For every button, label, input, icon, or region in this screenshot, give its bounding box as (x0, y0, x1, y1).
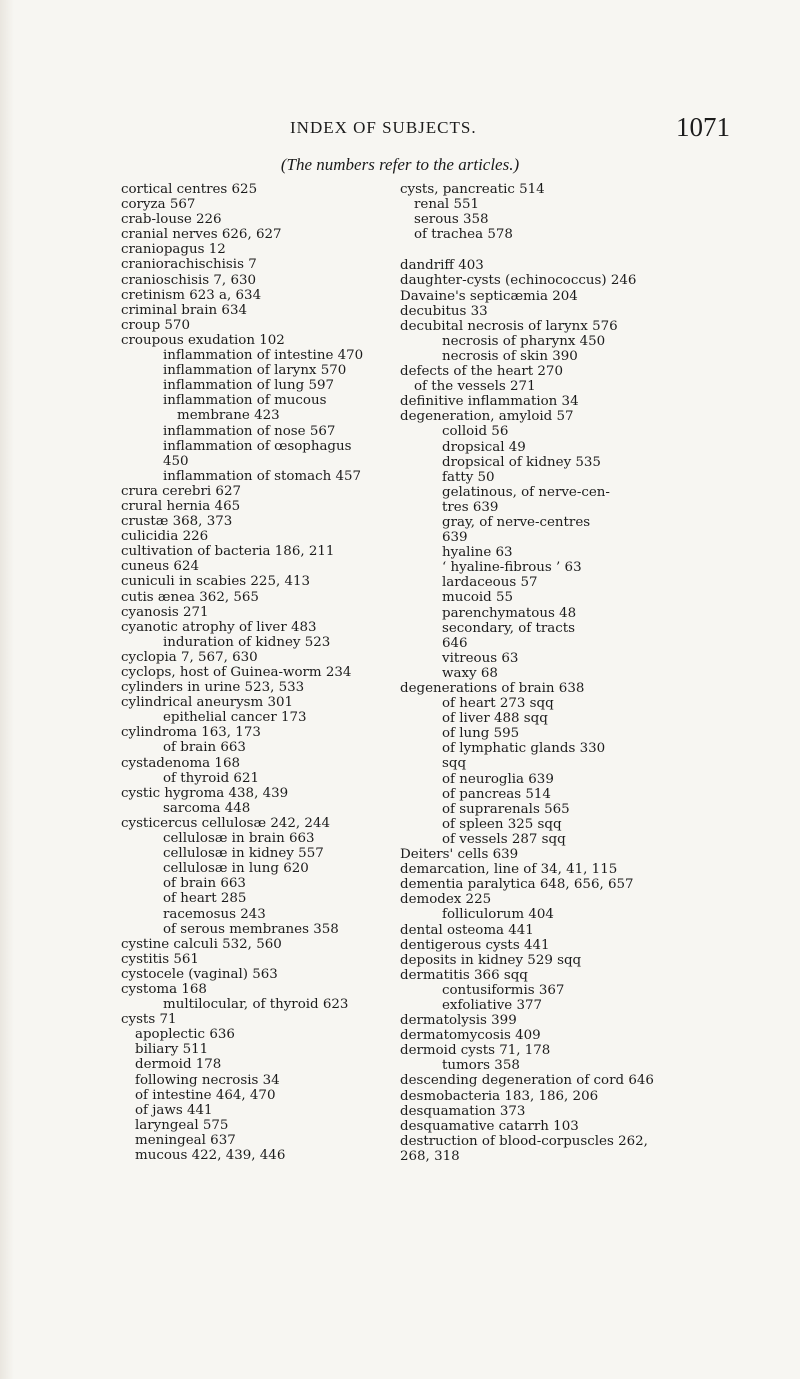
index-entry: cyclopia 7, 567, 630 (121, 649, 258, 665)
page-edge-shadow (0, 0, 14, 1379)
index-entry: cystic hygroma 438, 439 (121, 785, 289, 801)
index-entry: desmobacteria 183, 186, 206 (400, 1088, 599, 1104)
index-subentry: of brain 663 (163, 740, 246, 756)
index-entry: dentigerous cysts 441 (400, 937, 550, 953)
index-entry: cuneus 624 (121, 559, 199, 575)
index-subentry: laryngeal 575 (135, 1117, 229, 1133)
index-subentry: dermoid 178 (135, 1057, 222, 1073)
index-subentry: of neuroglia 639 (442, 771, 554, 787)
index-subentry: fatty 50 (442, 469, 495, 485)
index-subentry: 646 (442, 635, 468, 651)
index-entry: dermoid cysts 71, 178 (400, 1043, 551, 1059)
index-gap (400, 242, 745, 258)
index-subentry: following necrosis 34 (135, 1072, 280, 1088)
page-number: 1071 (676, 112, 730, 142)
index-entry: cortical centres 625 (121, 182, 258, 197)
index-subentry: of vessels 287 sqq (442, 831, 566, 847)
index-entry: Davaine's septicæmia 204 (400, 288, 578, 304)
index-entry: dermatomycosis 409 (400, 1028, 541, 1044)
index-entry: crural hernia 465 (121, 498, 241, 514)
index-entry: decubitus 33 (400, 303, 488, 319)
index-entry: destruction of blood-corpuscles 262, (400, 1133, 648, 1149)
index-entry: cylindrical aneurysm 301 (121, 695, 294, 711)
index-entry: crura cerebri 627 (121, 483, 241, 499)
index-entry: cystadenoma 168 (121, 755, 240, 771)
index-entry: desquamation 373 (400, 1103, 526, 1119)
index-entry: degeneration, amyloid 57 (400, 409, 574, 425)
index-subentry: gray, of nerve-centres (442, 514, 591, 530)
index-subentry: of pancreas 514 (442, 786, 551, 802)
index-entry: crustæ 368, 373 (121, 514, 233, 530)
index-entry: cystitis 561 (121, 951, 199, 967)
index-subentry: of intestine 464, 470 (135, 1087, 276, 1103)
index-subentry: parenchymatous 48 (442, 605, 577, 621)
index-subentry: sqq (442, 756, 467, 772)
index-subentry: of heart 285 (163, 891, 247, 907)
index-subentry: cellulosæ in lung 620 (163, 861, 309, 877)
index-subentry: serous 358 (414, 212, 489, 228)
index-subentry: ‘ hyaline-fibrous ’ 63 (442, 560, 582, 576)
index-subentry: multilocular, of thyroid 623 (163, 997, 349, 1013)
index-subentry: inflammation of intestine 470 (163, 348, 364, 364)
index-subentry: necrosis of pharynx 450 (442, 333, 606, 349)
index-subentry: epithelial cancer 173 (163, 710, 307, 726)
index-subentry: inflammation of larynx 570 (163, 363, 347, 379)
index-subentry: dropsical of kidney 535 (442, 454, 601, 470)
running-head (0, 112, 800, 152)
index-subentry: of jaws 441 (135, 1102, 213, 1118)
index-subentry: of lung 595 (442, 726, 520, 742)
index-entry: craniopagus 12 (121, 242, 226, 258)
index-subentry: cellulosæ in kidney 557 (163, 846, 324, 862)
index-entry: cuniculi in scabies 225, 413 (121, 574, 311, 590)
index-entry: cylindroma 163, 173 (121, 725, 261, 741)
index-subentry: lardaceous 57 (442, 575, 538, 591)
index-entry: cyclops, host of Guinea-worm 234 (121, 665, 352, 680)
index-subentry: necrosis of skin 390 (442, 348, 578, 364)
index-subentry: dropsical 49 (442, 439, 526, 455)
index-subentry: of thyroid 621 (163, 770, 259, 786)
index-subentry: of brain 663 (163, 876, 246, 892)
index-subentry: biliary 511 (135, 1042, 209, 1058)
index-subentry: tres 639 (442, 499, 499, 515)
index-subentry: meningeal 637 (135, 1132, 236, 1148)
index-entry: Deiters' cells 639 (400, 847, 519, 863)
index-entry: cyanotic atrophy of liver 483 (121, 619, 317, 635)
index-subentry: vitreous 63 (442, 650, 519, 666)
index-entry: 268, 318 (400, 1148, 460, 1164)
index-entry: cystoma 168 (121, 981, 207, 997)
index-subentry: of serous membranes 358 (163, 921, 339, 937)
index-subentry: tumors 358 (442, 1058, 520, 1074)
index-entry: daughter-cysts (echinococcus) 246 (400, 273, 637, 289)
index-subentry: hyaline 63 (442, 545, 513, 561)
index-entry: cutis ænea 362, 565 (121, 589, 259, 605)
index-entry: definitive inflammation 34 (400, 394, 579, 410)
index-entry: cystine calculi 532, 560 (121, 936, 282, 952)
index-entry: crab-louse 226 (121, 212, 222, 228)
index-entry: deposits in kidney 529 sqq (400, 952, 582, 968)
index-subentry: secondary, of tracts (442, 620, 576, 636)
index-entry: cyanosis 271 (121, 604, 209, 620)
index-subentry: of lymphatic glands 330 (442, 741, 606, 757)
index-entry: cretinism 623 a, 634 (121, 287, 262, 303)
index-subentry: cellulosæ in brain 663 (163, 831, 315, 847)
index-entry: cultivation of bacteria 186, 211 (121, 544, 335, 560)
index-subentry: induration of kidney 523 (163, 634, 331, 650)
index-entry: dermatolysis 399 (400, 1013, 517, 1029)
index-entry: croupous exudation 102 (121, 332, 285, 348)
index-subentry: inflammation of œsophagus (163, 438, 352, 454)
index-subentry: folliculorum 404 (442, 907, 554, 923)
index-entry: dandriff 403 (400, 258, 484, 274)
index-entry: demodex 225 (400, 892, 492, 908)
index-entry: desquamative catarrh 103 (400, 1118, 579, 1134)
index-entry: cylinders in urine 523, 533 (121, 680, 305, 696)
page-title: INDEX OF SUBJECTS. (290, 118, 477, 137)
index-subentry: of suprarenals 565 (442, 801, 570, 817)
index-subentry: renal 551 (414, 197, 480, 213)
index-entry: dementia paralytica 648, 656, 657 (400, 877, 634, 893)
index-subentry: sarcoma 448 (163, 800, 251, 816)
index-subentry: 639 (442, 530, 468, 546)
index-subentry: of liver 488 sqq (442, 711, 548, 727)
index-entry: degenerations of brain 638 (400, 681, 585, 696)
index-entry: cranial nerves 626, 627 (121, 227, 282, 243)
index-subentry: contusiformis 367 (442, 982, 565, 998)
index-subentry: gelatinous, of nerve-cen- (442, 484, 610, 500)
index-subentry: colloid 56 (442, 424, 509, 440)
index-subentry: exfoliative 377 (442, 997, 543, 1013)
index-entry: decubital necrosis of larynx 576 (400, 318, 618, 334)
index-subentry: 450 (163, 453, 189, 469)
index-entry: croup 570 (121, 317, 190, 333)
index-note: (The numbers refer to the articles.) (280, 155, 520, 174)
index-subentry: of the vessels 271 (414, 379, 536, 395)
index-subentry: racemosus 243 (163, 906, 266, 922)
index-entry: culicidia 226 (121, 529, 209, 545)
index-subentry: mucous 422, 439, 446 (135, 1148, 286, 1163)
index-subentry: inflammation of lung 597 (163, 378, 334, 394)
index-entry: cysts, pancreatic 514 (400, 182, 545, 197)
index-subentry: of spleen 325 sqq (442, 816, 562, 832)
index-subentry: waxy 68 (442, 665, 498, 681)
index-entry: demarcation, line of 34, 41, 115 (400, 862, 618, 878)
index-entry: coryza 567 (121, 197, 196, 213)
index-subentry: inflammation of mucous (163, 393, 327, 409)
index-entry: dermatitis 366 sqq (400, 967, 528, 983)
index-entry: cysticercus cellulosæ 242, 244 (121, 815, 330, 831)
index-entry: defects of the heart 270 (400, 364, 563, 380)
index-subentry: inflammation of stomach 457 (163, 468, 362, 484)
index-subentry: membrane 423 (177, 408, 280, 424)
index-entry: cysts 71 (121, 1012, 177, 1028)
right-index-column (400, 182, 745, 1164)
index-subentry: apoplectic 636 (135, 1027, 235, 1043)
index-entry: criminal brain 634 (121, 302, 247, 318)
index-entry: cystocele (vaginal) 563 (121, 966, 278, 982)
index-subentry: of heart 273 sqq (442, 696, 554, 712)
index-subentry: of trachea 578 (414, 227, 513, 243)
index-subentry: mucoid 55 (442, 590, 514, 606)
index-entry: descending degeneration of cord 646 (400, 1073, 654, 1089)
index-entry: cranioschisis 7, 630 (121, 272, 257, 288)
index-entry: dental osteoma 441 (400, 922, 534, 938)
index-entry: craniorachischisis 7 (121, 257, 257, 273)
index-subentry: inflammation of nose 567 (163, 423, 336, 439)
